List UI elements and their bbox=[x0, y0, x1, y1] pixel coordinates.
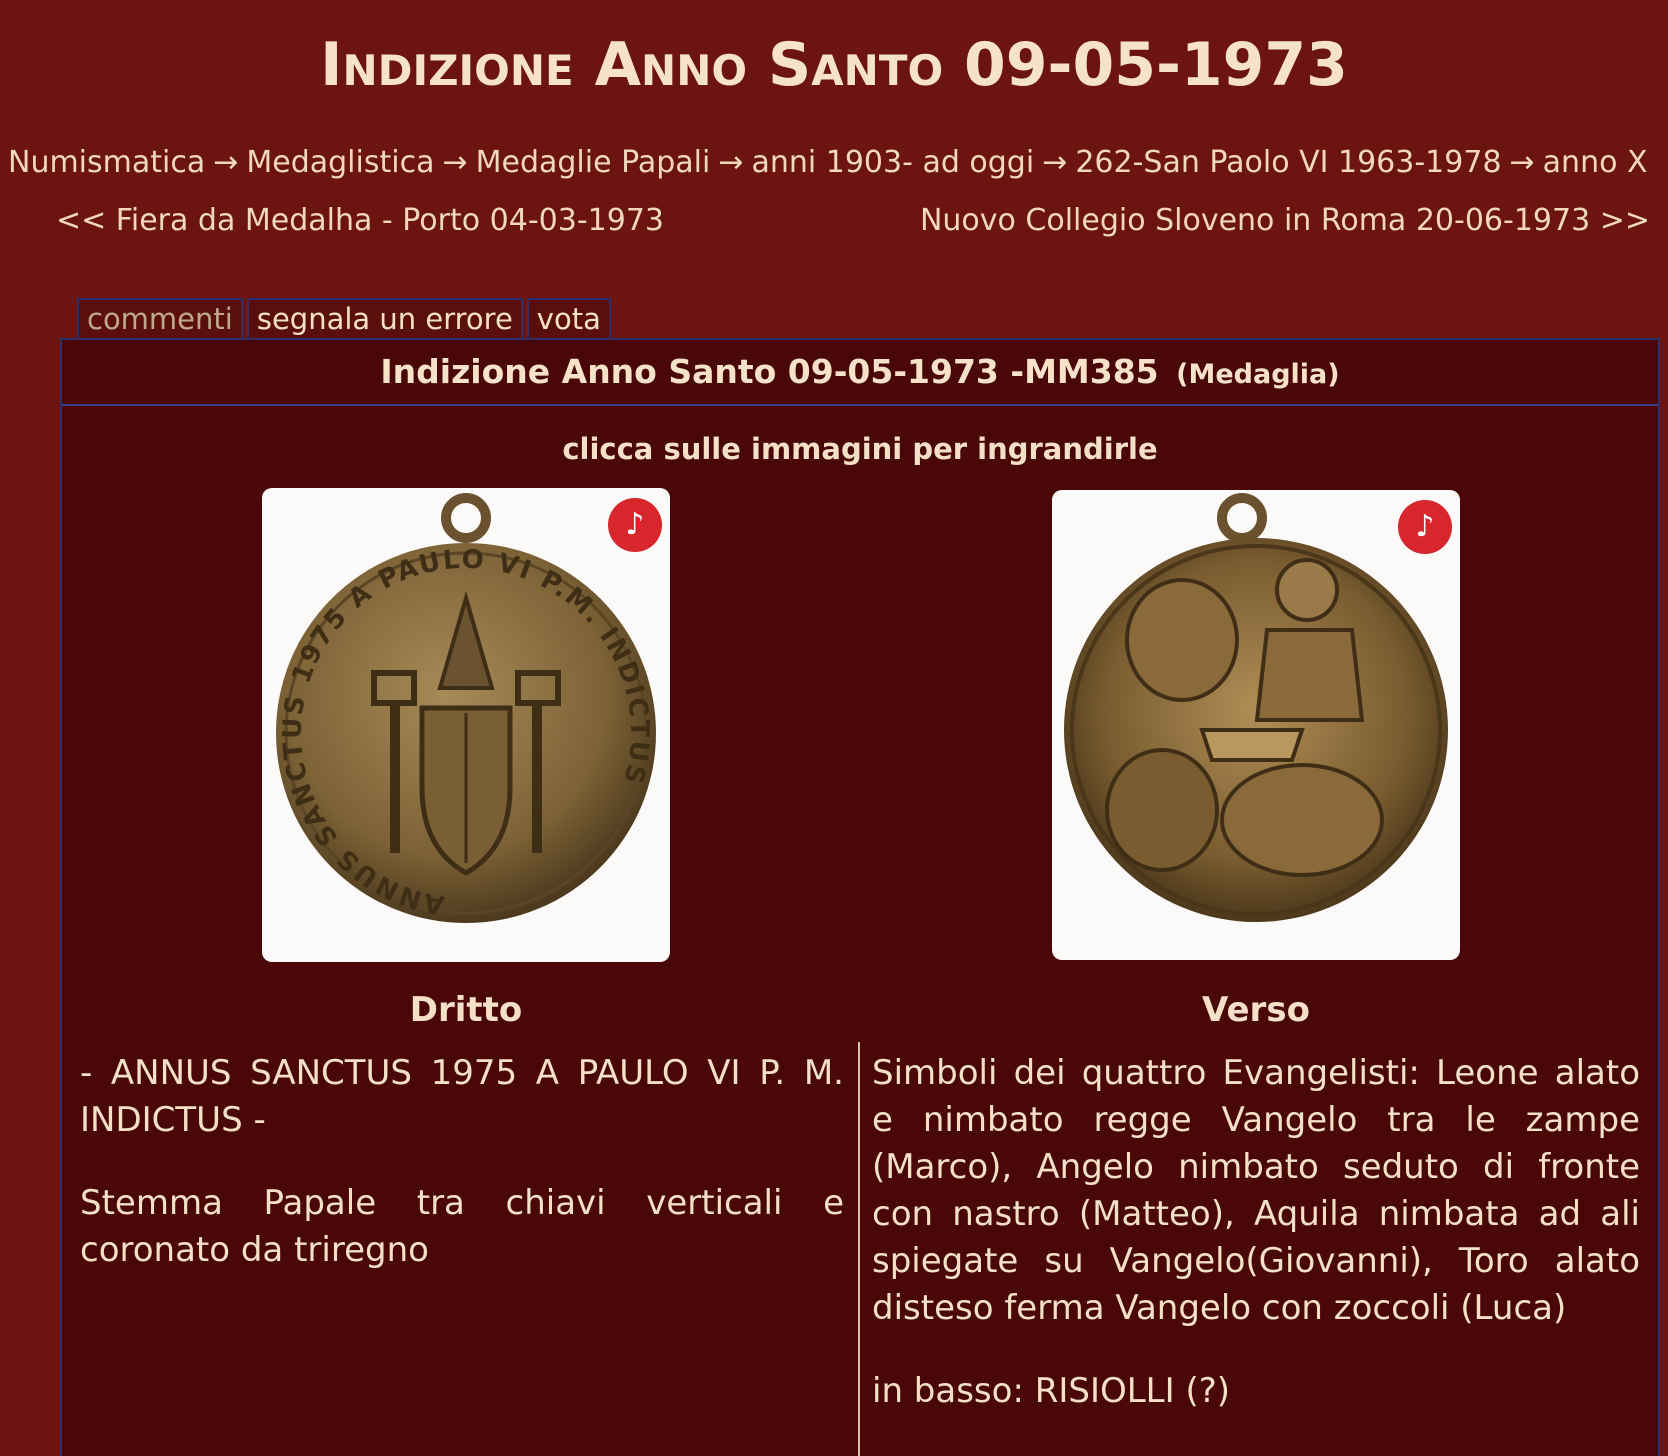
reverse-medal-icon bbox=[1052, 490, 1460, 960]
logo-badge-icon: ♪ bbox=[608, 498, 662, 552]
column-divider bbox=[858, 1042, 860, 1456]
reverse-image[interactable] bbox=[1052, 490, 1460, 960]
enlarge-hint: clicca sulle immagini per ingrandirle bbox=[562, 432, 1158, 466]
medal-panel bbox=[60, 338, 1660, 1456]
reverse-signature: in basso: RISIOLLI (?) bbox=[872, 1371, 1231, 1411]
logo-badge-icon: ♪ bbox=[1398, 500, 1452, 554]
breadcrumb-anno-x[interactable]: anno X bbox=[1542, 145, 1648, 180]
obverse-label: Dritto bbox=[409, 990, 523, 1030]
page-title: Indizione Anno Santo 09-05-1973 bbox=[320, 30, 1348, 100]
obverse-inscription: ANNUS SANCTUS 1975 A PAULO VI P.M. INDICTUS bbox=[277, 544, 655, 920]
panel-title: Indizione Anno Santo 09-05-1973 -MM385 bbox=[380, 352, 1159, 391]
breadcrumb-separator: → bbox=[442, 145, 468, 180]
breadcrumb-separator: → bbox=[718, 145, 744, 180]
breadcrumb-separator: → bbox=[1509, 145, 1535, 180]
breadcrumb-numismatica[interactable]: Numismatica bbox=[8, 145, 206, 180]
obverse-legend: - ANNUS SANCTUS 1975 A PAULO VI P. M. INDICTUS - bbox=[80, 1053, 844, 1140]
obverse-type-description: Stemma Papale tra chiavi verticali e coronato da triregno bbox=[80, 1183, 844, 1270]
panel-header bbox=[62, 340, 1658, 406]
breadcrumb-separator: → bbox=[213, 145, 239, 180]
tab-bar bbox=[77, 298, 611, 338]
breadcrumb bbox=[8, 145, 1648, 180]
breadcrumb-separator: → bbox=[1042, 145, 1068, 180]
breadcrumb-san-paolo-vi[interactable]: 262-San Paolo VI 1963-1978 bbox=[1075, 145, 1502, 180]
breadcrumb-medaglie-papali[interactable]: Medaglie Papali bbox=[475, 145, 711, 180]
tab-vota[interactable]: vota bbox=[527, 298, 611, 338]
reverse-label: Verso bbox=[1202, 990, 1310, 1030]
obverse-description bbox=[80, 1050, 844, 1310]
breadcrumb-medaglistica[interactable]: Medaglistica bbox=[246, 145, 435, 180]
panel-type: (Medaglia) bbox=[1176, 359, 1340, 390]
tab-commenti[interactable]: commenti bbox=[77, 298, 243, 338]
obverse-medal-icon bbox=[262, 488, 670, 962]
next-medal-link[interactable]: Nuovo Collegio Sloveno in Roma 20-06-1973 >> bbox=[919, 203, 1650, 238]
tab-segnala-errore[interactable]: segnala un errore bbox=[247, 298, 523, 338]
prev-medal-link[interactable]: << Fiera da Medalha - Porto 04-03-1973 bbox=[56, 203, 664, 238]
reverse-type-description: Simboli dei quattro Evangelisti: Leone alato e nimbato regge Vangelo tra le zampe (Marco), Angelo nimbato seduto di fronte con nastro (Matteo), Aquila nimbata ad ali spiegate su Vangelo(Giovanni), Toro alato disteso ferma Vangelo con zoccoli (Luca) bbox=[872, 1053, 1640, 1328]
obverse-image[interactable] bbox=[262, 488, 670, 962]
reverse-description bbox=[872, 1050, 1640, 1451]
breadcrumb-anni[interactable]: anni 1903- ad oggi bbox=[751, 145, 1035, 180]
